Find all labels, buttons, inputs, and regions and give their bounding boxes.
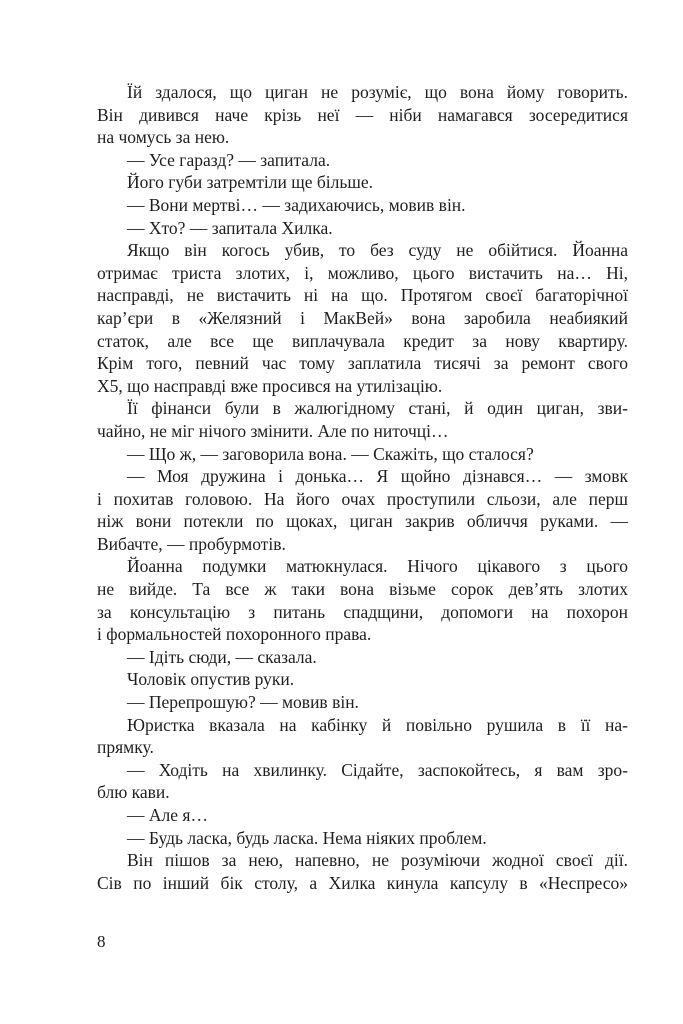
text-line: Сів по інший бік столу, а Хилка кинула капсулу в «Неспресо»	[97, 872, 628, 893]
text-line: і формальностей похоронного права.	[97, 624, 372, 645]
text-line: не вийде. Та все ж таки вона візьме сорок дев’ять злотих	[97, 579, 628, 600]
text-line: Чоловік опустив руки.	[127, 669, 295, 690]
text-line: блю кави.	[97, 782, 170, 803]
text-line: Йоанна подумки матюкнулася. Нічого цікавого з цього	[127, 556, 628, 577]
text-line: — Ідіть сюди, — сказала.	[127, 646, 317, 667]
text-line: Їй здалося, що циган не розуміє, що вона йому говорить.	[127, 82, 628, 102]
paragraph	[97, 81, 628, 149]
text-line: — Хто? — запитала Хилка.	[127, 217, 333, 238]
text-line: — Але я…	[127, 805, 208, 825]
text-line: отримає триста злотих, і, можливо, цього вистачить на… Ні,	[97, 262, 628, 283]
text-line: Якщо він когось убив, то без суду не обійтися. Йоанна	[127, 240, 628, 261]
paragraph	[97, 194, 628, 217]
text-line: ніж вони потекли по щоках, циган закрив обличчя руками. —	[97, 511, 628, 532]
text-line: Х5, що насправді вже просився на утилізацію.	[97, 375, 443, 396]
text-line: — Перепрошую? — мовив він.	[127, 692, 359, 713]
paragraph	[97, 759, 628, 804]
page-number: 8	[97, 932, 106, 951]
paragraph	[97, 827, 628, 850]
text-line: насправді, не вистачить ні на що. Протягом своєї багаторічної	[97, 285, 628, 306]
paragraph	[97, 668, 628, 691]
paragraph	[97, 171, 628, 194]
text-line: Юристка вказала на кабінку й повільно рушила в її на-	[127, 714, 628, 735]
paragraph	[97, 465, 628, 555]
text-line: Крім того, певний час тому заплатила тисячі за ремонт свого	[97, 353, 628, 374]
text-line: — Усе гаразд? — запитала.	[127, 149, 331, 170]
text-line: — Моя дружина і донька… Я щойно дізнався… — змовк	[127, 466, 628, 487]
text-line: — Вони мертві… — задихаючись, мовив він.	[127, 194, 466, 215]
text-line: — Будь ласка, будь ласка. Нема ніяких проблем.	[127, 827, 487, 848]
text-line: за консультацію з питань спадщини, допомоги на похорон	[97, 601, 628, 622]
text-line: статок, але все ще виплачувала кредит за нову квартиру.	[97, 330, 628, 351]
text-line: і похитав головою. На його очах проступили сльози, але перш	[97, 488, 628, 509]
paragraph	[97, 239, 628, 397]
text-line: Вибачте, — пробурмотів.	[97, 533, 286, 554]
text-line: прямку.	[97, 737, 154, 758]
paragraph	[97, 646, 628, 669]
paragraph	[97, 397, 628, 442]
text-line: Він дивився наче крізь неї — ніби намагався зосередитися	[97, 104, 628, 125]
text-line: — Що ж, — заговорила вона. — Скажіть, що сталося?	[127, 443, 534, 464]
text-line: Її фінанси були в жалюгідному стані, й один циган, зви-	[127, 398, 628, 419]
text-line: кар’єри в «Желязний і МакВей» вона заробила неабиякий	[97, 307, 628, 328]
paragraph	[97, 149, 628, 172]
paragraph	[97, 217, 628, 240]
paragraph	[97, 714, 628, 759]
text-line: Його губи затремтіли ще більше.	[127, 172, 373, 193]
paragraph	[97, 443, 628, 466]
paragraph	[97, 555, 628, 645]
text-line: — Ходіть на хвилинку. Сідайте, заспокойтесь, я вам зро-	[127, 759, 628, 780]
paragraph	[97, 691, 628, 714]
text-line: Він пішов за нею, напевно, не розуміючи жодної своєї дії.	[127, 850, 628, 871]
page-text	[97, 81, 628, 894]
text-line: чайно, не міг нічого змінити. Але по ниточці…	[97, 420, 449, 441]
text-line: на чомусь за нею.	[97, 127, 230, 148]
paragraph	[97, 849, 628, 894]
paragraph	[97, 804, 628, 827]
